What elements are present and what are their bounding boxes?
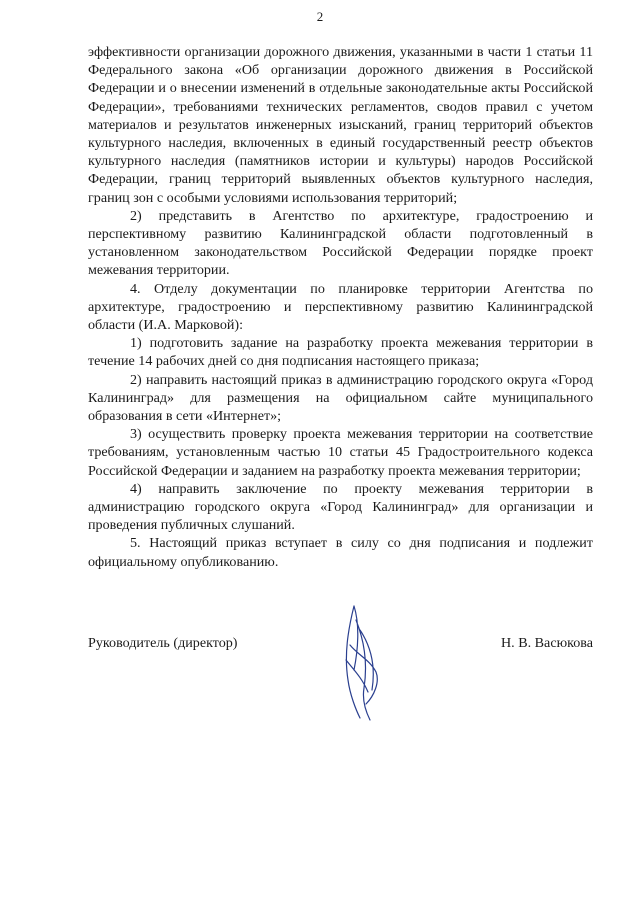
paragraph-section-4: 4. Отделу документации по планировке территории Агентства по архитектуре, градостроению и перспективному развитию Калининградской области (И.А. Марковой):: [88, 280, 593, 334]
document-body: [88, 43, 593, 571]
paragraph-item-2-send-order: 2) направить настоящий приказ в администрацию городского округа «Город Калининград» для размещения на официальном сайте муниципального образования в сети «Интернет»;: [88, 371, 593, 425]
paragraph-item-3-verify: 3) осуществить проверку проекта межевания территории на соответствие требованиям, установленным частью 10 статьи 45 Градостроительного кодекса Российской Федерации и заданием на разработку проекта межевания территории;: [88, 426, 593, 479]
signer-name: Н. В. Васюкова: [500, 635, 593, 651]
paragraph-section-5: 5. Настоящий приказ вступает в силу со дня подписания и подлежит официальному опубликованию.: [88, 535, 593, 570]
signer-title: Руководитель (директор): [88, 635, 238, 651]
page-number: 2: [316, 9, 324, 24]
paragraph-item-1-prepare-task: 1) подготовить задание на разработку проекта межевания территории в течение 14 рабочих дней со дня подписания настоящего приказа;: [88, 335, 593, 370]
handwritten-signature: [330, 600, 390, 725]
paragraph-continuation: эффективности организации дорожного движения, указанными в части 1 статьи 11 Федерального закона «Об организации дорожного движения в Российской Федерации и о внесении изменений в отдельные законодательные акты Российской Федерации», требованиями технических регламентов, сводов правил с учетом материалов и результатов инженерных изысканий, границ территорий объектов культурного наследия, включенных в единый государственный реестр объектов культурного наследия (памятников истории и культуры) народов Российской Федерации, границ территорий выявленных объектов культурного наследия, границ зон с особыми условиями использования территорий;: [88, 44, 593, 206]
paragraph-item-2-submit: 2) представить в Агентство по архитектуре, градостроению и перспективному развитию Калининградской области подготовленный в установленном законодательством Российской Федерации порядке проект межевания территории.: [88, 207, 593, 279]
paragraph-item-4-conclusion: 4) направить заключение по проекту межевания территории в администрацию городского округа «Город Калининград» для организации и проведения публичных слушаний.: [88, 480, 593, 534]
